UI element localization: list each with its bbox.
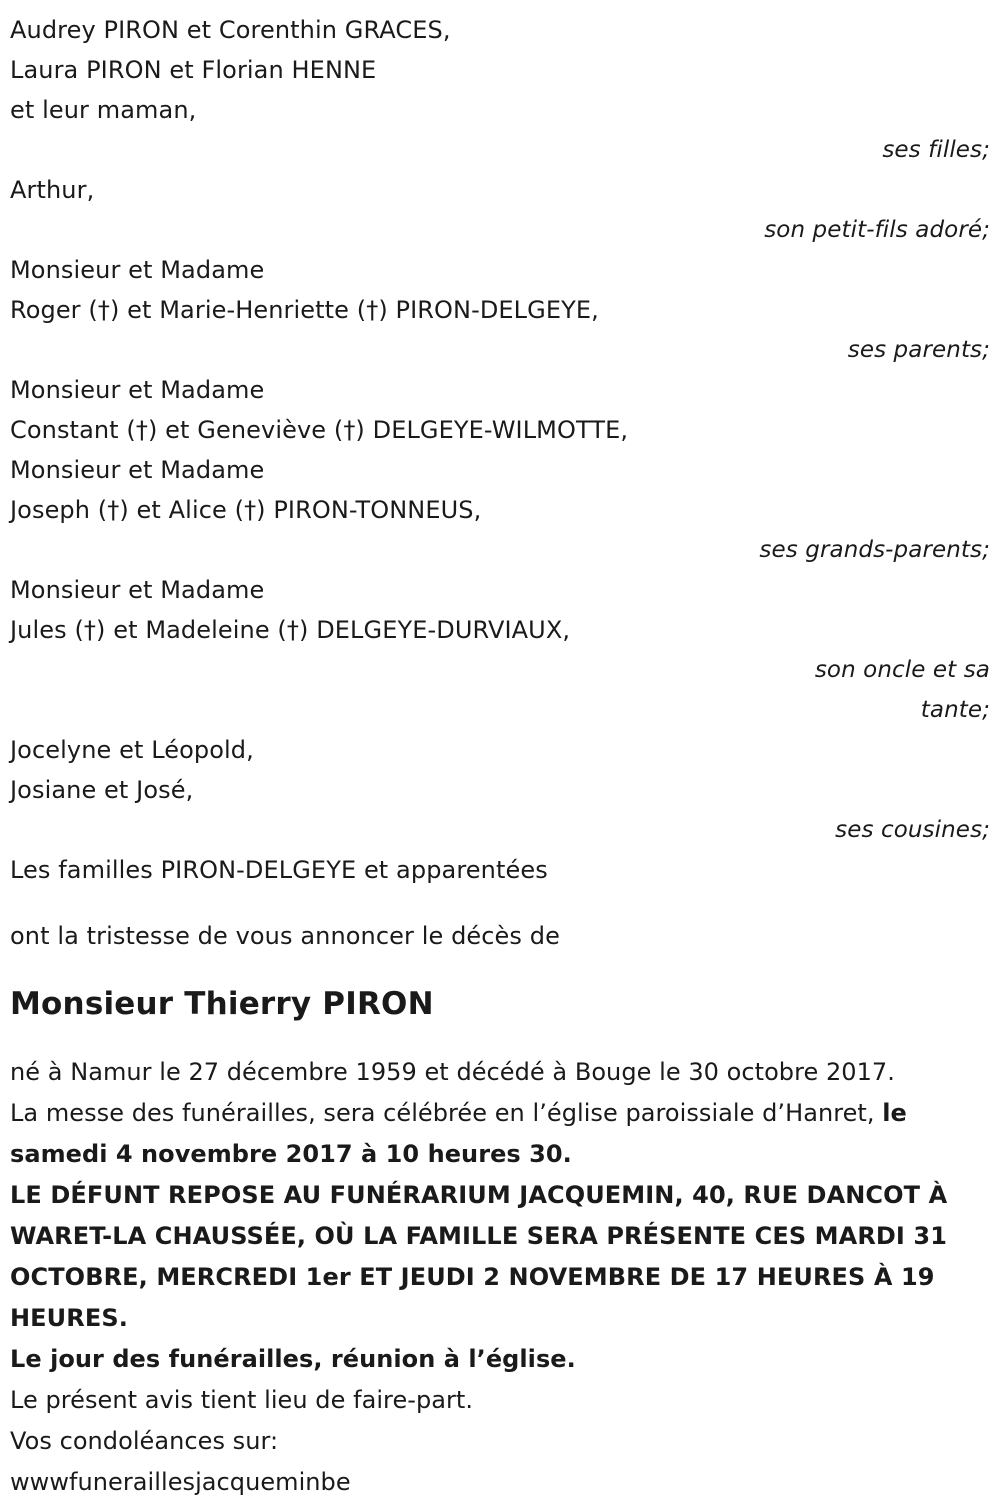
family-group-cousins	[10, 730, 990, 850]
relation-label-uncle-aunt-line2: tante;	[920, 697, 990, 723]
relation-label-cousins: ses cousines;	[835, 817, 990, 843]
condolences-label: Vos condoléances sur:	[10, 1427, 279, 1455]
family-name-line: Arthur,	[10, 176, 95, 204]
family-name-line: et leur maman,	[10, 96, 197, 124]
repose-notice: LE DÉFUNT REPOSE AU FUNÉRARIUM JACQUEMIN, 40, RUE DANCOT À WARET-LA CHAUSSÉE, OÙ LA FAMILLE SERA PRÉSENTE CES MARDI 31 OCTOBRE, MERCREDI 1er ET JEUDI 2 NOVEMBRE DE 17 HEURES À 19 HEURES.	[10, 1181, 948, 1332]
family-name-line: Monsieur et Madame	[10, 576, 265, 604]
gathering-notice: Le jour des funérailles, réunion à l’église.	[10, 1345, 576, 1373]
mass-details-regular: La messe des funérailles, sera célébrée en l’église paroissiale d’Hanret,	[10, 1099, 883, 1127]
relation-label-parents: ses parents;	[847, 337, 990, 363]
relation-label-grandson: son petit-fils adoré;	[764, 217, 990, 243]
announcement-intro: ont la tristesse de vous annoncer le décès de	[10, 922, 560, 950]
deceased-name: Monsieur Thierry PIRON	[10, 986, 434, 1022]
family-name-line: Monsieur et Madame	[10, 456, 265, 484]
relation-label-grandparents: ses grands-parents;	[759, 537, 990, 563]
family-group-grandparents	[10, 370, 990, 570]
family-name-line: Joseph (†) et Alice (†) PIRON-TONNEUS,	[10, 496, 482, 524]
family-group-uncle-aunt	[10, 570, 990, 730]
extended-families-line: Les familles PIRON-DELGEYE et apparentées	[10, 856, 548, 884]
relation-label-uncle-aunt-line1: son oncle et sa	[814, 657, 990, 683]
family-name-line: Laura PIRON et Florian HENNE	[10, 56, 377, 84]
condolences-website[interactable]: wwwfuneraillesjacqueminbe	[10, 1468, 351, 1496]
relation-label-daughters: ses filles;	[882, 137, 990, 163]
family-name-line: Roger (†) et Marie-Henriette (†) PIRON-DELGEYE,	[10, 296, 599, 324]
family-name-line: Monsieur et Madame	[10, 376, 265, 404]
family-group-daughters	[10, 10, 990, 170]
faire-part-notice: Le présent avis tient lieu de faire-part.	[10, 1386, 474, 1414]
spacer	[10, 956, 990, 982]
family-name-line: Monsieur et Madame	[10, 256, 265, 284]
spacer	[10, 890, 990, 916]
family-name-line: Josiane et José,	[10, 776, 194, 804]
mass-details	[10, 1093, 990, 1175]
mass-details-bold: le samedi 4 novembre 2017 à 10 heures 30.	[10, 1099, 907, 1168]
family-name-line: Jocelyne et Léopold,	[10, 736, 254, 764]
family-group-parents	[10, 250, 990, 370]
family-name-line: Jules (†) et Madeleine (†) DELGEYE-DURVIAUX,	[10, 616, 571, 644]
spacer	[10, 1026, 990, 1052]
family-name-line: Constant (†) et Geneviève (†) DELGEYE-WILMOTTE,	[10, 416, 629, 444]
family-group-grandson	[10, 170, 990, 250]
birth-death-line: né à Namur le 27 décembre 1959 et décédé à Bouge le 30 octobre 2017.	[10, 1058, 895, 1086]
family-name-line: Audrey PIRON et Corenthin GRACES,	[10, 16, 451, 44]
